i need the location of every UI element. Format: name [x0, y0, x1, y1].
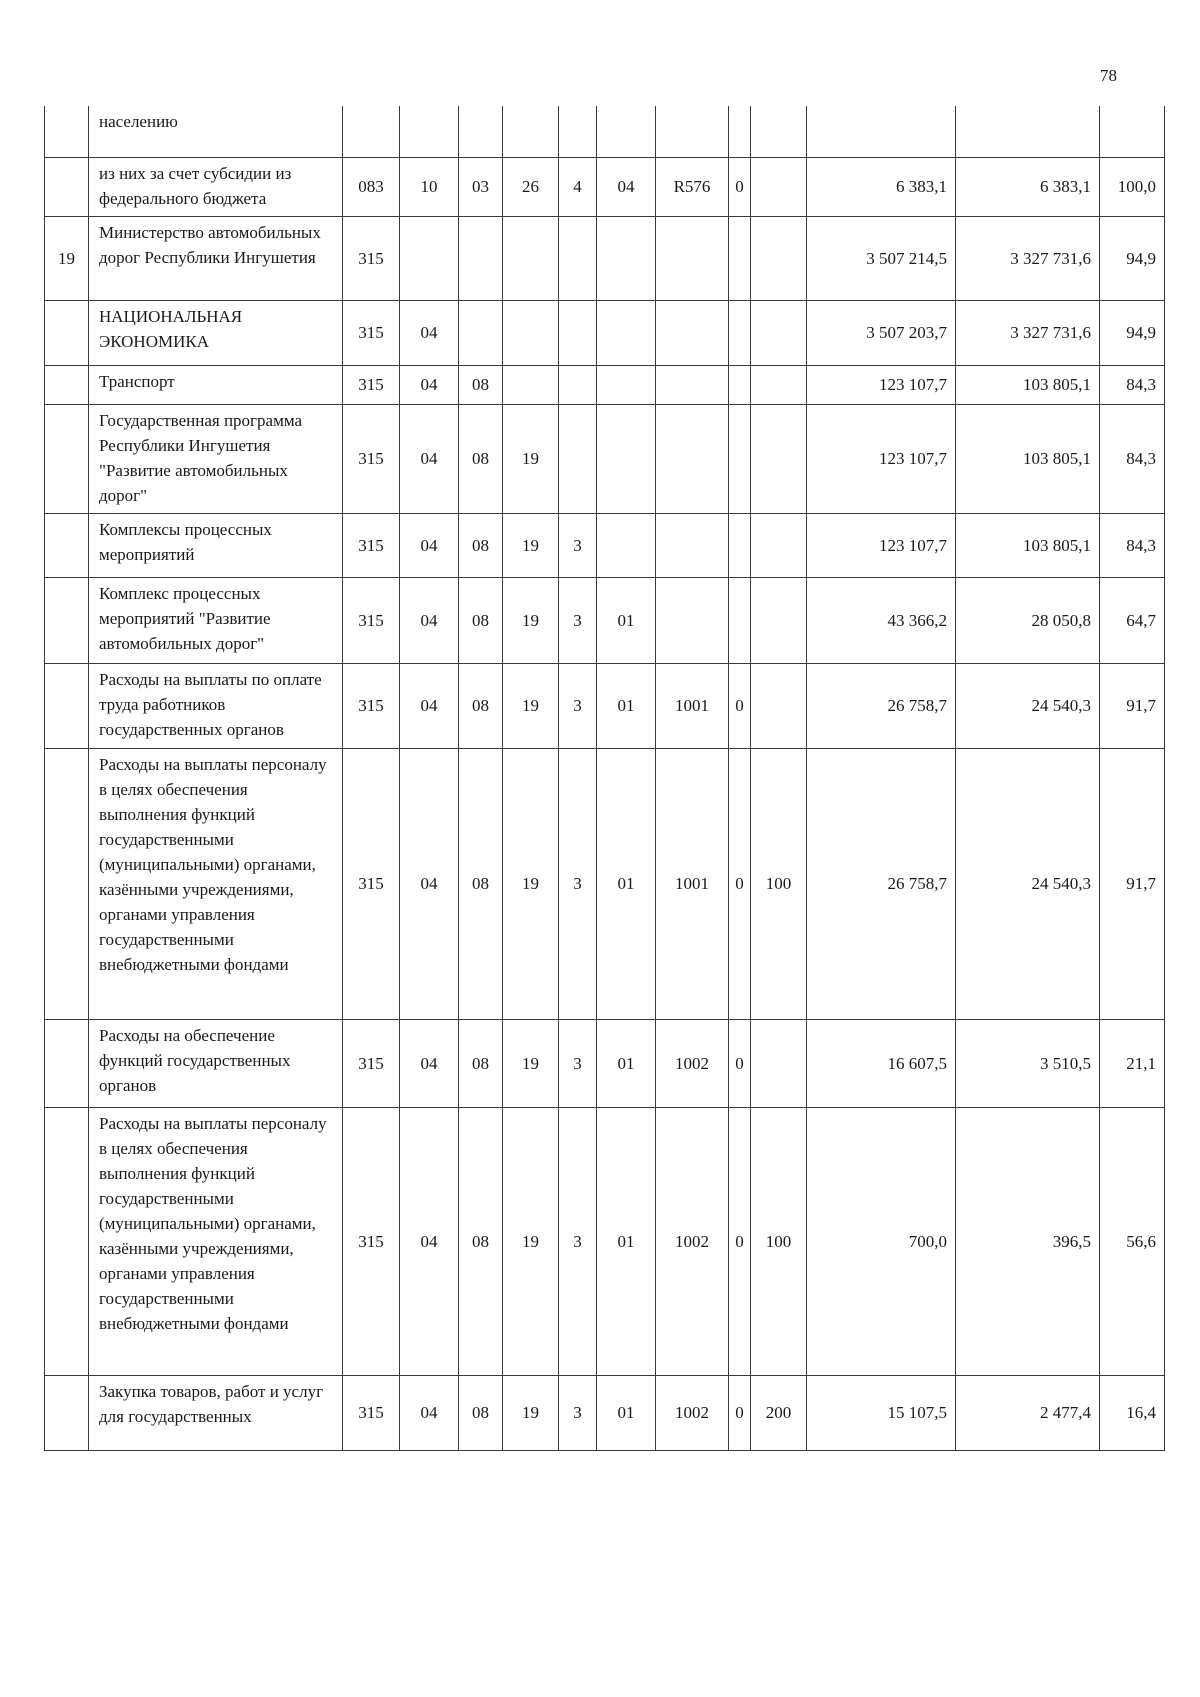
- table-row: [45, 300, 1165, 365]
- planned-amount-cell: 123 107,7: [807, 513, 956, 577]
- direction-suffix-cell: [729, 300, 751, 365]
- subprogram-type-cell: [559, 216, 597, 300]
- table-row: [45, 106, 1165, 157]
- direction-suffix-cell: [729, 216, 751, 300]
- execution-percent-cell: 91,7: [1100, 663, 1165, 748]
- item-name-cell: из них за счет субсидии из федерального бюджета: [89, 157, 343, 216]
- planned-amount-cell: [807, 106, 956, 157]
- executed-amount-cell: 3 510,5: [956, 1019, 1100, 1107]
- direction-suffix-cell: [729, 404, 751, 513]
- section-code-cell: [400, 216, 459, 300]
- execution-percent-cell: 84,3: [1100, 513, 1165, 577]
- main-measure-cell: 01: [597, 1107, 656, 1375]
- expense-type-cell: [751, 1019, 807, 1107]
- direction-suffix-cell: [729, 577, 751, 663]
- table-row: [45, 365, 1165, 404]
- program-code-cell: [503, 216, 559, 300]
- direction-suffix-cell: 0: [729, 1375, 751, 1450]
- executed-amount-cell: 2 477,4: [956, 1375, 1100, 1450]
- item-name-cell: Комплексы процессных мероприятий: [89, 513, 343, 577]
- direction-suffix-cell: 0: [729, 1107, 751, 1375]
- subsection-code-cell: [459, 216, 503, 300]
- execution-percent-cell: 84,3: [1100, 404, 1165, 513]
- expense-type-cell: [751, 663, 807, 748]
- program-code-cell: 19: [503, 1019, 559, 1107]
- item-name-cell: НАЦИОНАЛЬНАЯ ЭКОНОМИКА: [89, 300, 343, 365]
- execution-percent-cell: 94,9: [1100, 216, 1165, 300]
- expense-direction-cell: 1001: [656, 748, 729, 1019]
- expense-type-cell: [751, 157, 807, 216]
- expense-type-cell: [751, 404, 807, 513]
- expense-direction-cell: [656, 216, 729, 300]
- subsection-code-cell: 08: [459, 1375, 503, 1450]
- execution-percent-cell: [1100, 106, 1165, 157]
- expense-type-cell: [751, 513, 807, 577]
- expense-direction-cell: [656, 300, 729, 365]
- expense-type-cell: [751, 106, 807, 157]
- grbs-code-cell: 083: [343, 157, 400, 216]
- main-measure-cell: [597, 365, 656, 404]
- program-code-cell: 19: [503, 1375, 559, 1450]
- expense-type-cell: [751, 577, 807, 663]
- row-number-cell: [45, 300, 89, 365]
- grbs-code-cell: 315: [343, 365, 400, 404]
- section-code-cell: 04: [400, 1107, 459, 1375]
- expense-direction-cell: [656, 513, 729, 577]
- section-code-cell: 04: [400, 513, 459, 577]
- item-name-cell: Министерство автомобильных дорог Республики Ингушетия: [89, 216, 343, 300]
- row-number-cell: [45, 1375, 89, 1450]
- program-code-cell: 19: [503, 748, 559, 1019]
- budget-table: [44, 106, 1165, 1451]
- table-row: [45, 1107, 1165, 1375]
- row-number-cell: [45, 663, 89, 748]
- expense-direction-cell: 1002: [656, 1019, 729, 1107]
- program-code-cell: 19: [503, 1107, 559, 1375]
- main-measure-cell: 01: [597, 577, 656, 663]
- expense-direction-cell: 1002: [656, 1107, 729, 1375]
- planned-amount-cell: 26 758,7: [807, 748, 956, 1019]
- executed-amount-cell: 103 805,1: [956, 513, 1100, 577]
- expense-type-cell: [751, 300, 807, 365]
- grbs-code-cell: 315: [343, 216, 400, 300]
- planned-amount-cell: 3 507 214,5: [807, 216, 956, 300]
- executed-amount-cell: 24 540,3: [956, 663, 1100, 748]
- table-row: [45, 513, 1165, 577]
- row-number-cell: [45, 1019, 89, 1107]
- grbs-code-cell: 315: [343, 300, 400, 365]
- executed-amount-cell: 24 540,3: [956, 748, 1100, 1019]
- row-number-cell: [45, 577, 89, 663]
- planned-amount-cell: 15 107,5: [807, 1375, 956, 1450]
- direction-suffix-cell: 0: [729, 748, 751, 1019]
- row-number-cell: 19: [45, 216, 89, 300]
- program-code-cell: 19: [503, 404, 559, 513]
- execution-percent-cell: 21,1: [1100, 1019, 1165, 1107]
- section-code-cell: 04: [400, 404, 459, 513]
- table-row: [45, 1019, 1165, 1107]
- expense-direction-cell: [656, 106, 729, 157]
- expense-direction-cell: [656, 404, 729, 513]
- planned-amount-cell: 6 383,1: [807, 157, 956, 216]
- expense-type-cell: [751, 365, 807, 404]
- subprogram-type-cell: 3: [559, 1107, 597, 1375]
- row-number-cell: [45, 1107, 89, 1375]
- item-name-cell: населению: [89, 106, 343, 157]
- expense-direction-cell: 1001: [656, 663, 729, 748]
- main-measure-cell: [597, 216, 656, 300]
- main-measure-cell: [597, 106, 656, 157]
- program-code-cell: [503, 106, 559, 157]
- grbs-code-cell: 315: [343, 577, 400, 663]
- program-code-cell: [503, 365, 559, 404]
- planned-amount-cell: 3 507 203,7: [807, 300, 956, 365]
- expense-type-cell: 100: [751, 1107, 807, 1375]
- table-row: [45, 663, 1165, 748]
- subsection-code-cell: 08: [459, 748, 503, 1019]
- section-code-cell: 04: [400, 1375, 459, 1450]
- main-measure-cell: [597, 404, 656, 513]
- execution-percent-cell: 100,0: [1100, 157, 1165, 216]
- program-code-cell: 19: [503, 513, 559, 577]
- table-row: [45, 157, 1165, 216]
- grbs-code-cell: 315: [343, 513, 400, 577]
- table-row: [45, 577, 1165, 663]
- item-name-cell: Государственная программа Республики Ингушетия "Развитие автомобильных дорог": [89, 404, 343, 513]
- direction-suffix-cell: [729, 106, 751, 157]
- executed-amount-cell: 3 327 731,6: [956, 216, 1100, 300]
- main-measure-cell: 01: [597, 663, 656, 748]
- section-code-cell: 04: [400, 300, 459, 365]
- subsection-code-cell: 08: [459, 663, 503, 748]
- main-measure-cell: 01: [597, 1375, 656, 1450]
- row-number-cell: [45, 106, 89, 157]
- planned-amount-cell: 123 107,7: [807, 365, 956, 404]
- grbs-code-cell: 315: [343, 748, 400, 1019]
- grbs-code-cell: 315: [343, 1019, 400, 1107]
- expense-direction-cell: R576: [656, 157, 729, 216]
- direction-suffix-cell: [729, 513, 751, 577]
- subprogram-type-cell: 3: [559, 1019, 597, 1107]
- subsection-code-cell: [459, 300, 503, 365]
- grbs-code-cell: [343, 106, 400, 157]
- subprogram-type-cell: 3: [559, 748, 597, 1019]
- section-code-cell: [400, 106, 459, 157]
- item-name-cell: Расходы на обеспечение функций государственных органов: [89, 1019, 343, 1107]
- planned-amount-cell: 700,0: [807, 1107, 956, 1375]
- planned-amount-cell: 123 107,7: [807, 404, 956, 513]
- execution-percent-cell: 56,6: [1100, 1107, 1165, 1375]
- planned-amount-cell: 43 366,2: [807, 577, 956, 663]
- grbs-code-cell: 315: [343, 1375, 400, 1450]
- grbs-code-cell: 315: [343, 404, 400, 513]
- expense-type-cell: [751, 216, 807, 300]
- main-measure-cell: 04: [597, 157, 656, 216]
- direction-suffix-cell: 0: [729, 663, 751, 748]
- item-name-cell: Транспорт: [89, 365, 343, 404]
- subsection-code-cell: 08: [459, 365, 503, 404]
- direction-suffix-cell: 0: [729, 157, 751, 216]
- executed-amount-cell: 3 327 731,6: [956, 300, 1100, 365]
- item-name-cell: Закупка товаров, работ и услуг для государственных: [89, 1375, 343, 1450]
- execution-percent-cell: 84,3: [1100, 365, 1165, 404]
- page-number: 78: [1100, 66, 1117, 85]
- subprogram-type-cell: 3: [559, 577, 597, 663]
- row-number-cell: [45, 748, 89, 1019]
- row-number-cell: [45, 404, 89, 513]
- section-code-cell: 04: [400, 577, 459, 663]
- table-row: [45, 1375, 1165, 1450]
- executed-amount-cell: 103 805,1: [956, 404, 1100, 513]
- program-code-cell: 19: [503, 577, 559, 663]
- grbs-code-cell: 315: [343, 1107, 400, 1375]
- subsection-code-cell: [459, 106, 503, 157]
- executed-amount-cell: 28 050,8: [956, 577, 1100, 663]
- row-number-cell: [45, 157, 89, 216]
- expense-type-cell: 200: [751, 1375, 807, 1450]
- subprogram-type-cell: 4: [559, 157, 597, 216]
- subsection-code-cell: 08: [459, 1107, 503, 1375]
- item-name-cell: Расходы на выплаты персоналу в целях обеспечения выполнения функций государственными (муниципальными) органами, казёнными учреждениями, органами управления государственными внебюджетными фондами: [89, 748, 343, 1019]
- row-number-cell: [45, 513, 89, 577]
- subsection-code-cell: 08: [459, 513, 503, 577]
- table-row: [45, 748, 1165, 1019]
- execution-percent-cell: 91,7: [1100, 748, 1165, 1019]
- expense-direction-cell: [656, 577, 729, 663]
- program-code-cell: [503, 300, 559, 365]
- section-code-cell: 04: [400, 1019, 459, 1107]
- subprogram-type-cell: 3: [559, 513, 597, 577]
- subprogram-type-cell: 3: [559, 663, 597, 748]
- expense-type-cell: 100: [751, 748, 807, 1019]
- expense-direction-cell: [656, 365, 729, 404]
- main-measure-cell: [597, 300, 656, 365]
- direction-suffix-cell: 0: [729, 1019, 751, 1107]
- execution-percent-cell: 64,7: [1100, 577, 1165, 663]
- executed-amount-cell: 396,5: [956, 1107, 1100, 1375]
- executed-amount-cell: 103 805,1: [956, 365, 1100, 404]
- subsection-code-cell: 08: [459, 404, 503, 513]
- subsection-code-cell: 08: [459, 1019, 503, 1107]
- program-code-cell: 19: [503, 663, 559, 748]
- subsection-code-cell: 03: [459, 157, 503, 216]
- execution-percent-cell: 94,9: [1100, 300, 1165, 365]
- subsection-code-cell: 08: [459, 577, 503, 663]
- section-code-cell: 04: [400, 748, 459, 1019]
- subprogram-type-cell: [559, 106, 597, 157]
- item-name-cell: Расходы на выплаты персоналу в целях обеспечения выполнения функций государственными (муниципальными) органами, казёнными учреждениями, органами управления государственными внебюджетными фондами: [89, 1107, 343, 1375]
- item-name-cell: Комплекс процессных мероприятий "Развитие автомобильных дорог": [89, 577, 343, 663]
- planned-amount-cell: 26 758,7: [807, 663, 956, 748]
- direction-suffix-cell: [729, 365, 751, 404]
- subprogram-type-cell: [559, 404, 597, 513]
- table-row: [45, 404, 1165, 513]
- main-measure-cell: 01: [597, 1019, 656, 1107]
- subprogram-type-cell: 3: [559, 1375, 597, 1450]
- executed-amount-cell: [956, 106, 1100, 157]
- main-measure-cell: 01: [597, 748, 656, 1019]
- main-measure-cell: [597, 513, 656, 577]
- planned-amount-cell: 16 607,5: [807, 1019, 956, 1107]
- expense-direction-cell: 1002: [656, 1375, 729, 1450]
- table-body: [45, 106, 1165, 1450]
- execution-percent-cell: 16,4: [1100, 1375, 1165, 1450]
- section-code-cell: 10: [400, 157, 459, 216]
- subprogram-type-cell: [559, 365, 597, 404]
- grbs-code-cell: 315: [343, 663, 400, 748]
- item-name-cell: Расходы на выплаты по оплате труда работников государственных органов: [89, 663, 343, 748]
- subprogram-type-cell: [559, 300, 597, 365]
- table-row: [45, 216, 1165, 300]
- row-number-cell: [45, 365, 89, 404]
- section-code-cell: 04: [400, 365, 459, 404]
- program-code-cell: 26: [503, 157, 559, 216]
- section-code-cell: 04: [400, 663, 459, 748]
- executed-amount-cell: 6 383,1: [956, 157, 1100, 216]
